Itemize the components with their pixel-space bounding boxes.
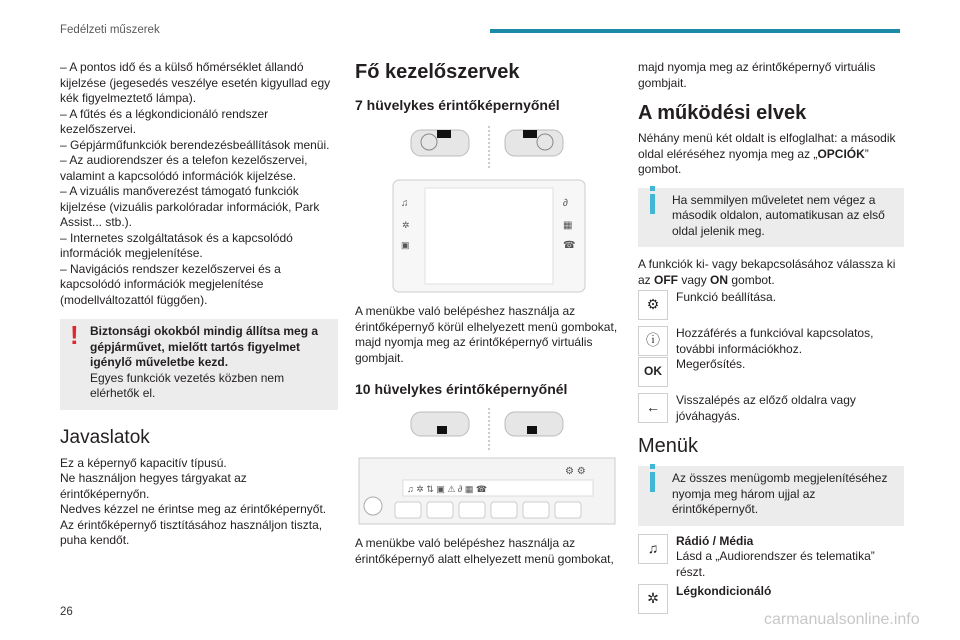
radio-text: Lásd a „Audiorendszer és telematika” részt. [676,549,875,579]
feature-item: – A pontos idő és a külső hőmérséklet állandó kijelzése (jegesedés veszélye esetén kigyullad egy kék figyelmeztető lámpa). [60,60,331,105]
toggle-text: A funkciók ki- vagy bekapcsolásához válassza ki az OFF vagy ON gombot. [638,257,896,287]
gear-icon: ⚙ [638,290,668,320]
screen-indicator [527,426,537,434]
ac-title: Légkondicionáló [676,584,772,598]
radio-title: Rádió / Média [676,533,754,548]
header-accent-bar [490,29,900,33]
tip-line: Nedves kézzel ne érintse meg az érintőképernyőt. [60,502,327,516]
screen-indicator [437,130,451,138]
back-arrow-icon: ← [638,393,668,423]
subheading-10-inch: 10 hüvelykes érintőképernyőnél [355,381,568,397]
menus-title: Menük [638,435,699,457]
phone-icon: ☎ [563,240,576,251]
feature-item: – Navigációs rendszer kezelőszervei és a kapcsolódó információk megjelenítése (modellváltozattól függően). [60,261,281,307]
apps-icon: ▦ [563,220,573,231]
icon-row-ok: OK Megerősítés. [638,357,904,387]
paragraph-10-inch: A menükbe való belépéshez használja az érintőképernyő alatt elhelyezett menü gombokat, [355,536,614,566]
principles-title: A működési elvek [638,102,807,124]
icon-row-back: ← Visszalépés az előző oldalra vagy jóváhagyás. [638,393,904,424]
car-icon: ▣ [401,240,410,250]
illustration-7-inch-screen [355,120,623,300]
paragraph-continuation: majd nyomja meg az érintőképernyő virtuális gombjait. [638,60,876,90]
warning-bold-text: Biztonsági okokból mindig állítsa meg a gépjárművet, mielőtt tartós figyelmet igénylő műveletbe kezd. [90,324,319,369]
main-controls-title: Fő kezelőszervek [355,61,520,83]
illustration-10-inch-screen [355,404,623,530]
menu-row-radio [638,534,904,581]
info-icon [650,194,655,214]
section-header: Fedélzeti műszerek [60,24,160,36]
music-note-icon: ♫ [638,534,668,564]
icon-row-settings: ⚙ Funkció beállítása. [638,290,904,320]
watermark: carmanualsonline.info [764,611,920,628]
exclamation-icon: ! [70,320,79,350]
tips-title: Javaslatok [60,426,150,448]
menu-icons: ♫ ✲ ⇅ ▣ ⚠ ∂ ▦ ☎ [407,484,488,494]
screen-indicator [523,130,537,138]
tip-line: Ez a képernyő kapacitív típusú. [60,455,227,470]
feature-item: – Az audiorendszer és a telefon kezelőszervei, valamint a kapcsolódó információk kijelzése. [60,153,308,183]
ok-icon: OK [638,357,668,387]
feature-item: – Internetes szolgáltatások és a kapcsolódó információk megjelenítése. [60,230,293,260]
options-label: OPCIÓK [817,146,865,161]
info-box-second-page: Ha semmilyen műveletet nem végez a második oldalon, automatikusan az első oldal jelenik meg. [638,188,904,248]
column-1 [60,60,338,549]
safety-warning-box [60,319,338,410]
feature-item: – A fűtés és a légkondicionáló rendszer kezelőszervei. [60,106,269,136]
column-2 [355,60,623,567]
touchscreen-display [425,188,553,284]
subheading-7-inch: 7 hüvelykes érintőképernyőnél [355,97,560,113]
on-label: ON [710,272,729,287]
tip-line: Az érintőképernyő tisztításához használjon tiszta, puha kendőt. [60,517,323,547]
menu-row-ac [638,584,904,614]
gear-icon: ⚙ ⚙ [565,466,586,477]
page-number: 26 [60,606,73,618]
feature-item: – A vizuális manőverezést támogató funkciók kijelzése (vizuális parkolóradar információk, Park Assist... stb.). [60,184,320,229]
info-box-menus: Az összes menügomb megjelenítéséhez nyomja meg három ujjal az érintőképernyőt. [638,466,904,526]
off-label: OFF [654,272,679,287]
music-icon: ♫ [401,198,409,209]
paragraph-7-inch: A menükbe való belépéshez használja az érintőképernyő körül elhelyezett menü gombokat, majd nyomja meg az érintőképernyő virtuális gombjait. [355,304,618,365]
fan-icon: ✲ [402,220,410,230]
power-knob [364,497,382,515]
icon-row-info: ⓘ Hozzáférés a funkcióval kapcsolatos, további információkhoz. [638,326,904,357]
tip-line: Ne használjon hegyes tárgyakat az érintőképernyőn. [60,471,247,501]
screen-indicator [437,426,447,434]
info-icon [650,472,655,492]
principles-text: Néhány menü két oldalt is elfoglalhat: a második oldal eléréséhez nyomja meg az „OPCIÓK” gombot. [638,131,896,176]
info-icon: ⓘ [638,326,668,356]
column-3 [638,60,904,614]
connect-icon: ∂ [563,198,568,209]
warning-text: Egyes funkciók vezetés közben nem elérhetők el. [90,370,285,400]
air-conditioning-icon: ✲ [638,584,668,614]
feature-item: – Gépjárműfunkciók berendezésbeállítások menüi. [60,137,330,152]
